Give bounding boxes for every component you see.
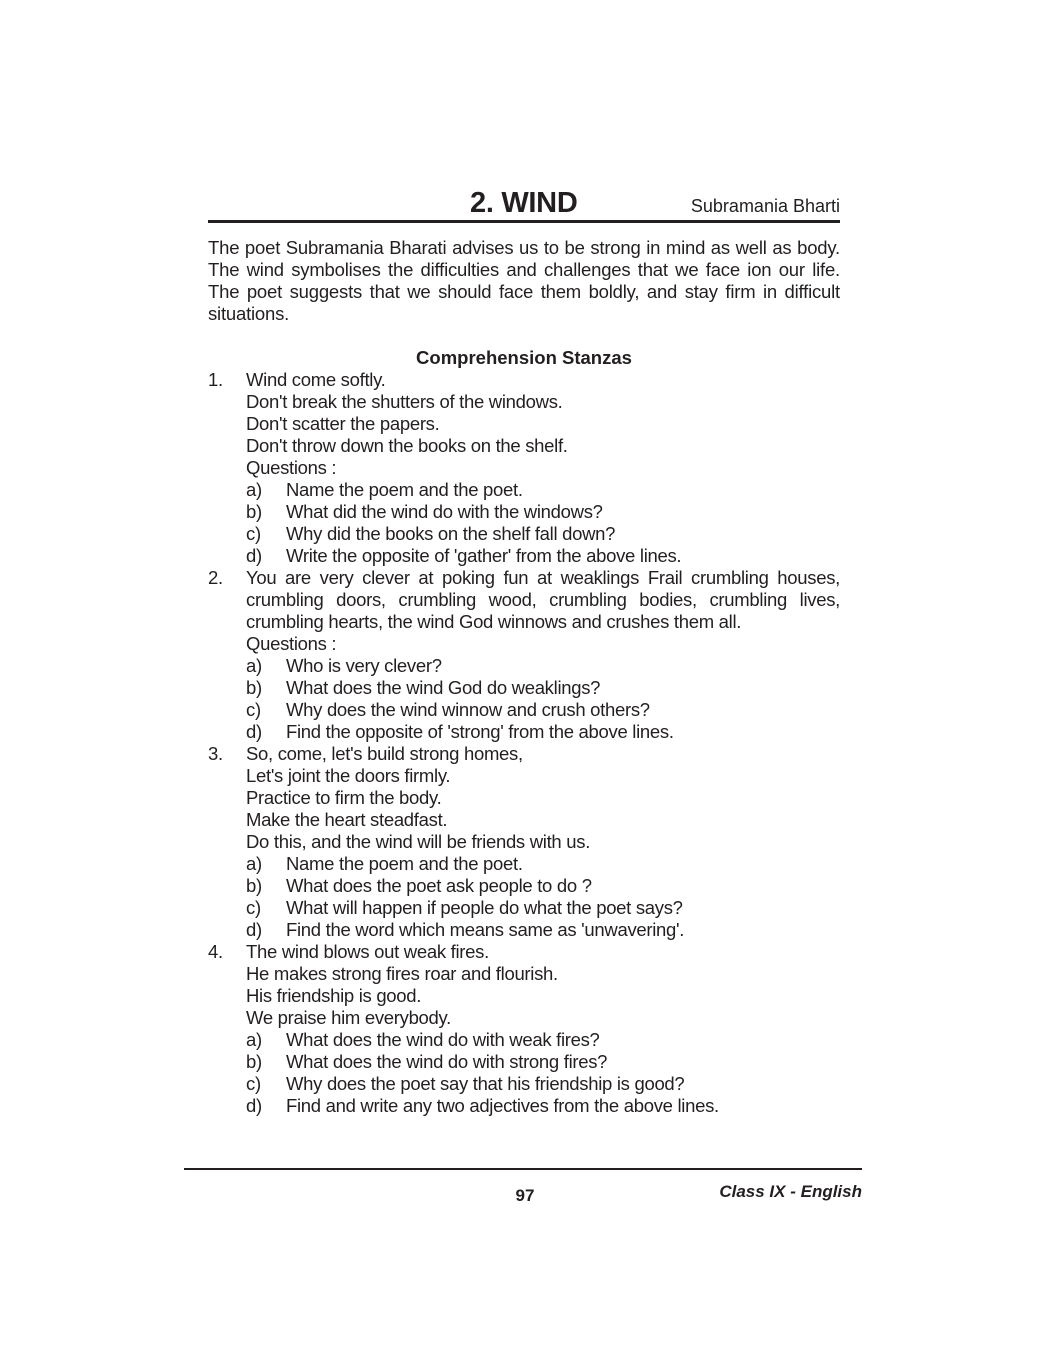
stanza-line: The wind blows out weak fires.: [246, 941, 489, 962]
question-letter: d): [246, 919, 262, 940]
stanza-line: Wind come softly.: [246, 369, 386, 390]
question-letter: a): [246, 655, 262, 676]
question-letter: a): [246, 853, 262, 874]
question-letter: d): [246, 721, 262, 742]
question-text: Find the opposite of 'strong' from the above lines.: [286, 721, 674, 742]
stanza-number: 1.: [208, 369, 223, 390]
stanza-line: Don't break the shutters of the windows.: [246, 391, 563, 412]
intro-paragraph: The poet Subramania Bharati advises us to be strong in mind as well as body. The wind symbolises the difficulties and challenges that we face ion our life. The poet suggests that we should face them boldly, and stay firm in difficult situations.: [208, 237, 840, 324]
chapter-header: [208, 184, 840, 222]
section-heading: Comprehension Stanzas: [416, 347, 632, 368]
title-divider: [208, 220, 840, 223]
stanza-line: Don't scatter the papers.: [246, 413, 440, 434]
stanza-1: [208, 369, 840, 567]
question-text: What does the wind God do weaklings?: [286, 677, 601, 698]
question-item: [246, 677, 840, 699]
stanza-line: So, come, let's build strong homes,: [246, 743, 523, 764]
question-text: Name the poem and the poet.: [286, 853, 523, 874]
question-letter: b): [246, 677, 262, 698]
stanza-3: [208, 743, 840, 941]
questions-label: Questions :: [246, 633, 337, 654]
question-item: [246, 699, 840, 721]
stanza-line: He makes strong fires roar and flourish.: [246, 963, 558, 984]
question-text: What will happen if people do what the poet says?: [286, 897, 683, 918]
question-letter: b): [246, 875, 262, 896]
stanza-line: Practice to firm the body.: [246, 787, 442, 808]
question-text: Why did the books on the shelf fall down?: [286, 523, 616, 544]
question-item: [246, 875, 840, 897]
stanza-number: 2.: [208, 567, 223, 588]
stanza-line: Make the heart steadfast.: [246, 809, 448, 830]
question-item: [246, 501, 840, 523]
questions-label: Questions :: [246, 457, 337, 478]
question-text: What does the wind do with weak fires?: [286, 1029, 600, 1050]
question-text: Write the opposite of 'gather' from the above lines.: [286, 545, 682, 566]
question-item: [246, 897, 840, 919]
question-letter: d): [246, 545, 262, 566]
stanza-line: His friendship is good.: [246, 985, 422, 1006]
stanza-number: 3.: [208, 743, 223, 764]
question-text: Find and write any two adjectives from the above lines.: [286, 1095, 719, 1116]
question-text: What does the poet ask people to do ?: [286, 875, 592, 896]
question-text: What does the wind do with strong fires?: [286, 1051, 608, 1072]
chapter-title: 2. WIND: [470, 187, 578, 219]
question-letter: a): [246, 479, 262, 500]
question-item: [246, 721, 840, 743]
question-letter: b): [246, 1051, 262, 1072]
question-item: [246, 853, 840, 875]
question-item: [246, 479, 840, 501]
stanza-line: You are very clever at poking fun at weaklings Frail crumbling houses, crumbling doors, crumbling wood, crumbling bodies, crumbling lives, crumbling hearts, the wind God winnows and crushes them all.: [246, 567, 840, 632]
question-item: [246, 545, 840, 567]
stanza-line: Don't throw down the books on the shelf.: [246, 435, 568, 456]
question-text: What did the wind do with the windows?: [286, 501, 603, 522]
question-letter: c): [246, 897, 261, 918]
question-letter: d): [246, 1095, 262, 1116]
stanza-line: Do this, and the wind will be friends with us.: [246, 831, 591, 852]
question-item: [246, 919, 840, 941]
question-text: Why does the poet say that his friendship is good?: [286, 1073, 685, 1094]
page-number: 97: [515, 1186, 535, 1205]
question-letter: c): [246, 523, 261, 544]
footer-divider: [184, 1168, 862, 1170]
stanza-line: Let's joint the doors firmly.: [246, 765, 451, 786]
question-item: [246, 655, 840, 677]
question-letter: c): [246, 699, 261, 720]
stanza-4: [208, 941, 840, 1117]
question-letter: a): [246, 1029, 262, 1050]
question-text: Why does the wind winnow and crush others?: [286, 699, 650, 720]
question-item: [246, 1029, 840, 1051]
stanza-number: 4.: [208, 941, 223, 962]
question-item: [246, 1095, 840, 1117]
question-text: Name the poem and the poet.: [286, 479, 523, 500]
question-text: Who is very clever?: [286, 655, 442, 676]
question-item: [246, 1051, 840, 1073]
question-letter: c): [246, 1073, 261, 1094]
footer-class-label: Class IX - English: [719, 1182, 862, 1201]
question-item: [246, 1073, 840, 1095]
stanza-line: We praise him everybody.: [246, 1007, 451, 1028]
question-item: [246, 523, 840, 545]
question-letter: b): [246, 501, 262, 522]
stanza-2: [208, 567, 840, 743]
question-text: Find the word which means same as 'unwavering'.: [286, 919, 685, 940]
stanza-list: [208, 369, 840, 1117]
chapter-author: Subramania Bharti: [690, 196, 840, 216]
